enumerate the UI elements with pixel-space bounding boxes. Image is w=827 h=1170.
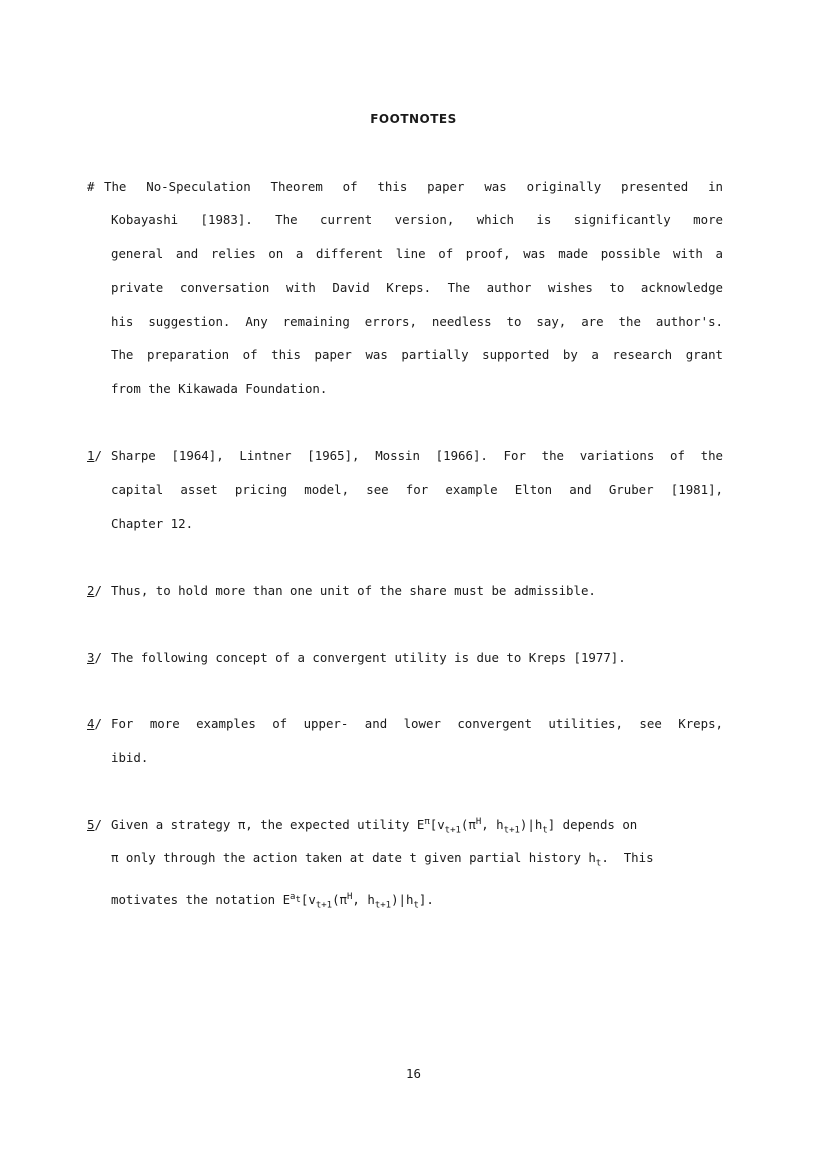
footnote-marker-3: 3/ <box>87 650 102 665</box>
subscript-t: t <box>295 894 301 905</box>
footnote-hash-line-2: Kobayashi [1983]. The current version, which is significantly more <box>111 212 723 227</box>
footnote-5-line-2 <box>111 850 654 869</box>
text-fragment: ] depends on <box>547 817 638 832</box>
text-fragment: (π <box>332 892 347 907</box>
text-fragment: π only through the action taken at date t given partial history h <box>111 850 596 865</box>
footnote-3-line-1: The following concept of a convergent utility is due to Kreps [1977]. <box>111 650 626 665</box>
page-number: 16 <box>406 1066 421 1081</box>
text-fragment: )|h <box>391 892 414 907</box>
footnote-1-line-1: Sharpe [1964], Lintner [1965], Mossin [1966]. For the variations of the <box>111 448 723 463</box>
superscript-a-letter: a <box>290 891 296 902</box>
text-fragment: , h <box>481 817 504 832</box>
footnote-marker-hash <box>87 179 94 195</box>
text-fragment: , h <box>352 892 375 907</box>
subscript-t: t <box>413 900 419 911</box>
text-fragment: (π <box>460 817 476 832</box>
footnote-marker-1: 1/ <box>87 448 102 463</box>
text-fragment: Given a strategy π, the expected utility E <box>111 817 425 832</box>
superscript-a <box>290 891 301 905</box>
page-title: FOOTNOTES <box>370 112 457 126</box>
footnote-number: 5 <box>87 817 95 832</box>
subscript-t-plus-1: t+1 <box>315 900 333 911</box>
footnote-marker-symbol: # <box>87 179 95 194</box>
footnote-hash-line-6: The preparation of this paper was partially supported by a research grant <box>111 347 723 362</box>
footnote-number: 1 <box>87 448 95 463</box>
text-fragment: [v <box>300 892 316 907</box>
text-fragment: ]. <box>418 892 434 907</box>
footnote-hash-line-3: general and relies on a different line of proof, was made possible with a <box>111 246 723 261</box>
superscript-pi: π <box>424 816 430 827</box>
footnote-hash-line-4: private conversation with David Kreps. The author wishes to acknowledge <box>111 280 723 295</box>
footnote-5-line-1 <box>111 816 638 836</box>
footnote-4-line-1: For more examples of upper- and lower convergent utilities, see Kreps, <box>111 716 723 731</box>
text-fragment: motivates the notation E <box>111 892 291 907</box>
footnote-5-line-3 <box>111 891 434 911</box>
footnote-2-line-1: Thus, to hold more than one unit of the share must be admissible. <box>111 583 596 598</box>
footnote-marker-4: 4/ <box>87 716 102 731</box>
subscript-t-plus-1: t+1 <box>444 825 461 836</box>
footnote-hash-line-1: The No-Speculation Theorem of this paper was originally presented in <box>104 179 723 194</box>
superscript-h: H <box>475 816 482 827</box>
subscript-t-plus-1: t+1 <box>374 900 392 911</box>
subscript-t: t <box>542 825 548 836</box>
superscript-h: H <box>347 891 353 902</box>
footnote-marker-5: 5/ <box>87 817 102 832</box>
footnote-number: 4 <box>87 716 95 731</box>
footnote-1-line-2: capital asset pricing model, see for example Elton and Gruber [1981], <box>111 482 723 497</box>
footnote-number: 2 <box>87 583 95 598</box>
footnote-4-line-2: ibid. <box>111 750 149 765</box>
footnote-1-line-3: Chapter 12. <box>111 516 194 531</box>
footnote-hash-line-7: from the Kikawada Foundation. <box>111 381 328 396</box>
footnote-number: 3 <box>87 650 95 665</box>
text-fragment: )|h <box>519 817 543 832</box>
footnote-hash-line-5: his suggestion. Any remaining errors, needless to say, are the author's. <box>111 314 723 329</box>
footnote-marker-2: 2/ <box>87 583 102 598</box>
text-fragment: . This <box>601 850 654 865</box>
subscript-t-plus-1: t+1 <box>503 825 520 836</box>
text-fragment: [v <box>429 817 445 832</box>
subscript-t: t <box>595 858 602 869</box>
